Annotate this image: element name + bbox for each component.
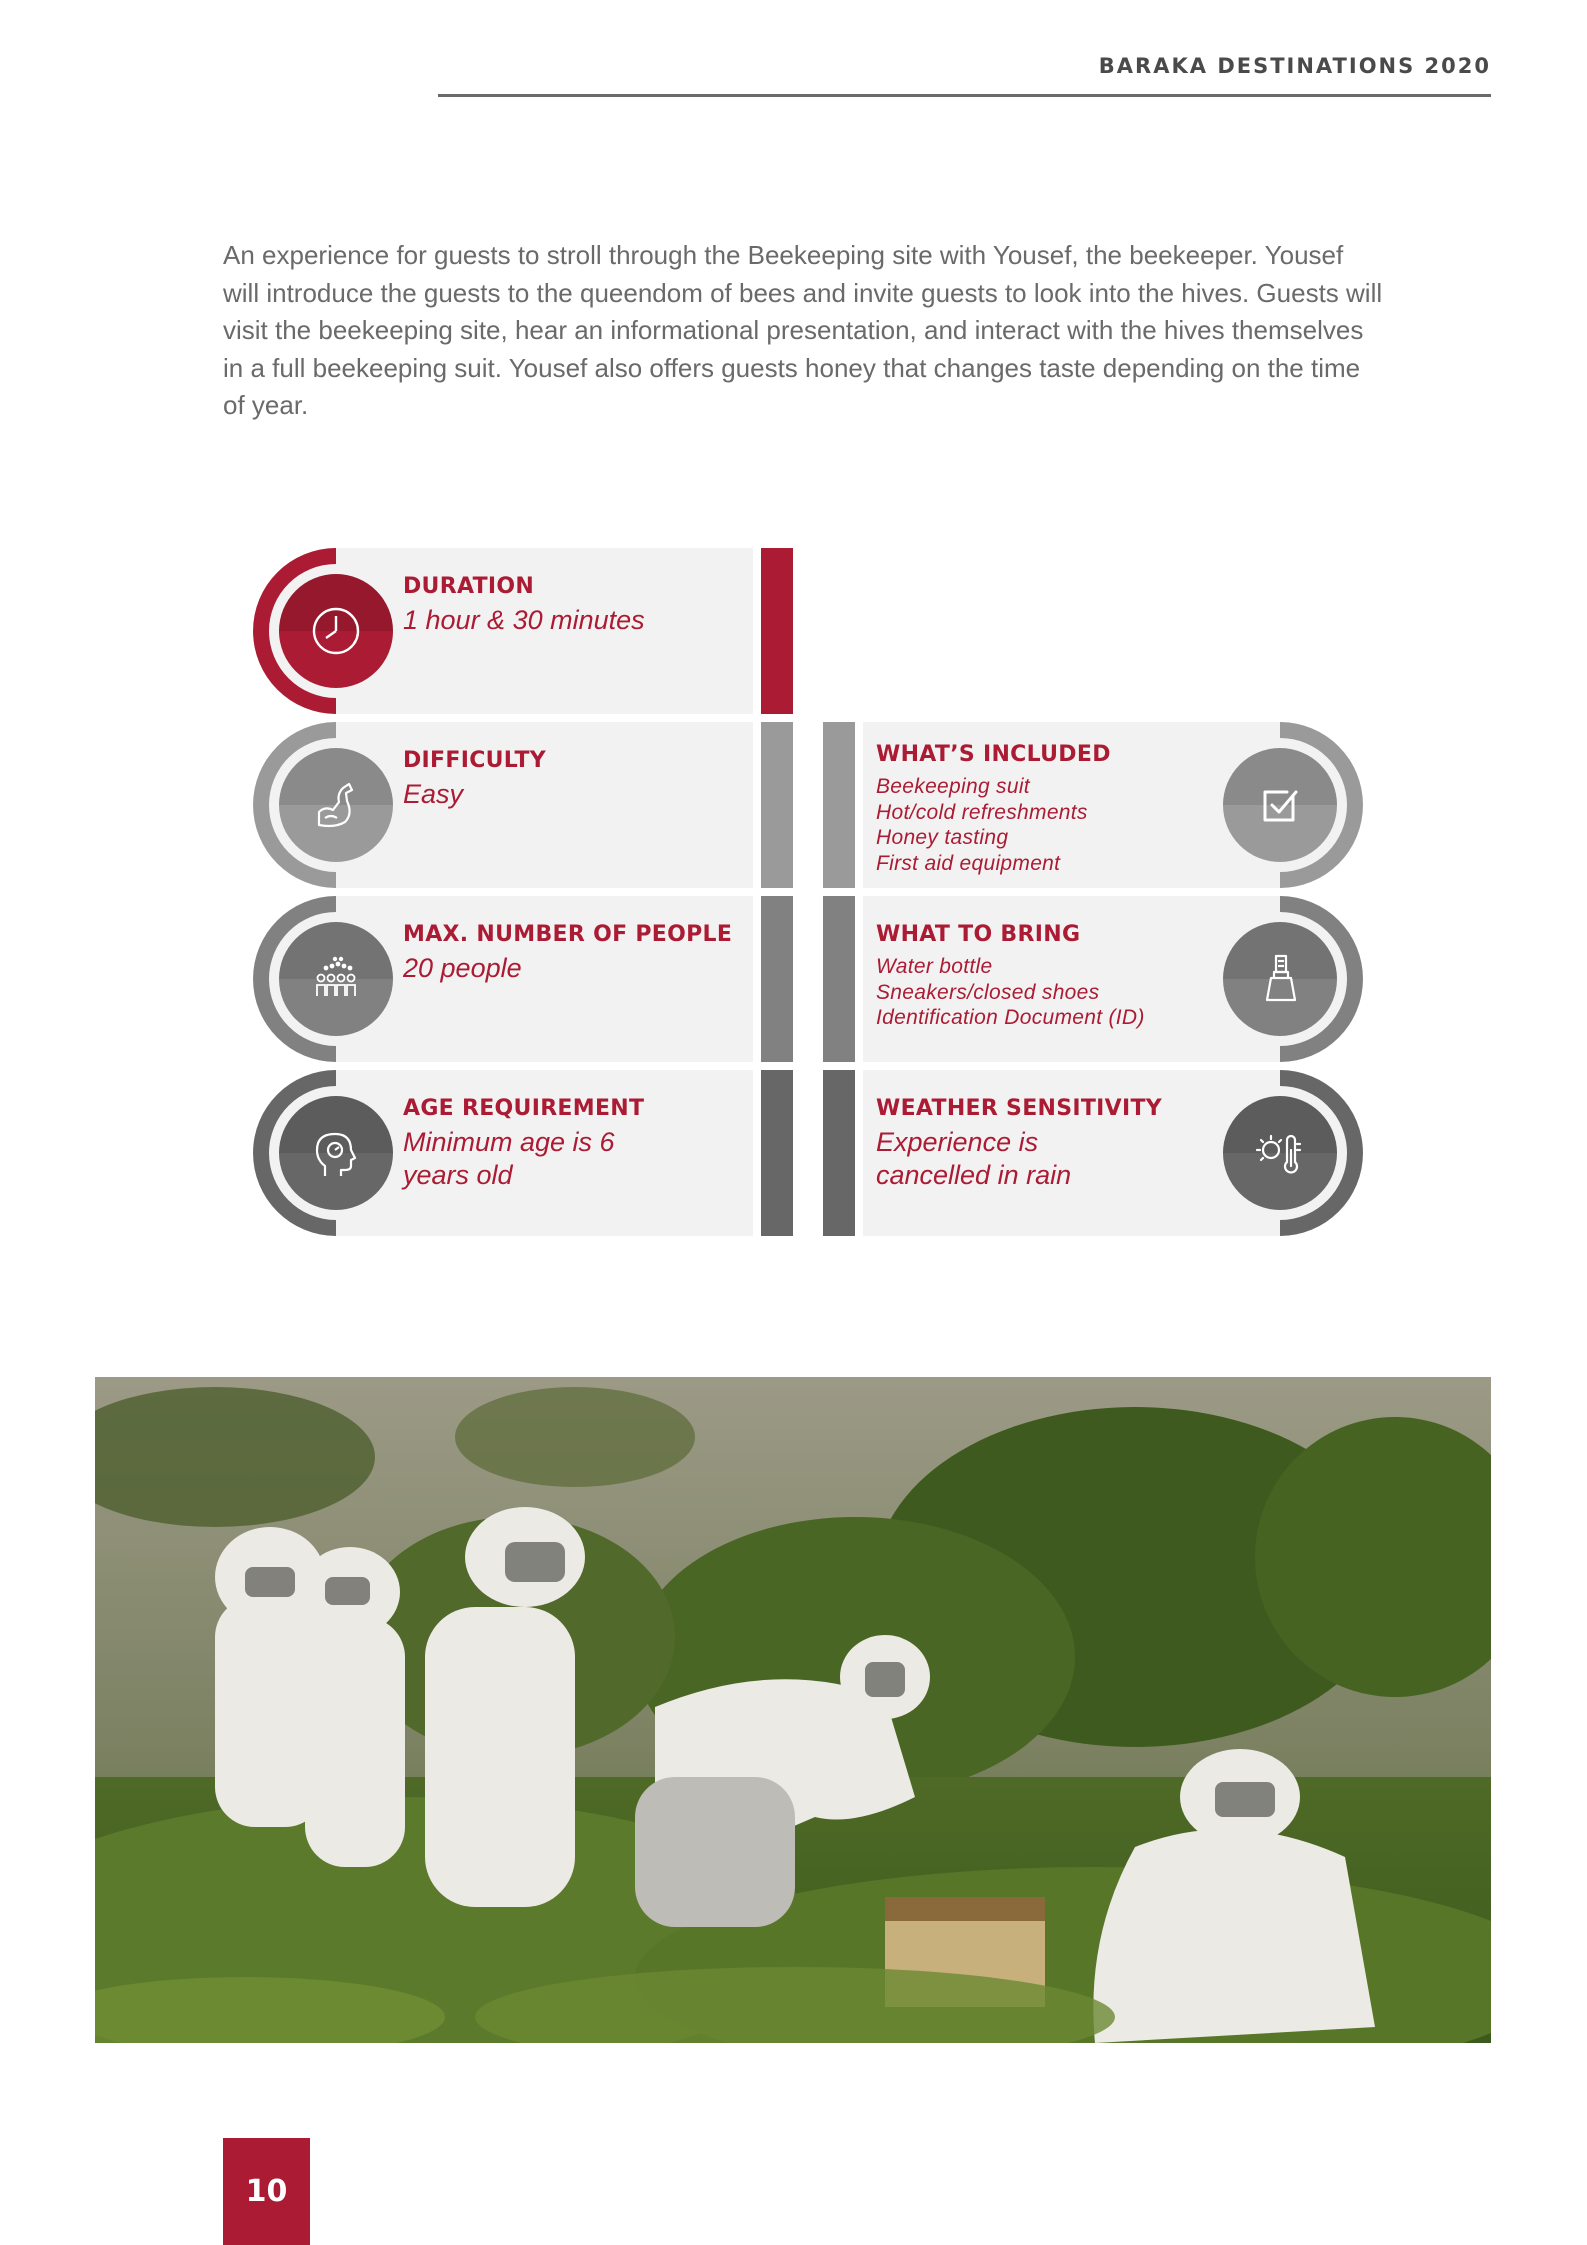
what-to-bring-badge [1197,896,1363,1062]
weather-text [876,1094,1206,1192]
header-divider [438,94,1491,97]
intro-text: An experience for guests to stroll through the Beekeeping site with Yousef, the beekeeper. Yousef will introduce the guests to the queendom of bees and invite guests to look into the hives. Guests will visit the beekeeping site, hear an informational presentation, and interact with the hives themselves in a full beekeeping suit. Yousef also offers guests honey that changes taste depending on the time of year. [223,240,1383,420]
card-bar [823,896,855,1062]
what-to-bring-label: WHAT TO BRING [876,922,1081,947]
age-value: Minimum age is 6 years old [403,1127,615,1190]
list-item: First aid equipment [876,851,1061,875]
max-people-badge [253,896,419,1062]
what-to-bring-text [876,920,1206,1031]
list-item: Sneakers/closed shoes [876,980,1100,1004]
max-people-value: 20 people [403,953,522,983]
difficulty-card [253,722,793,888]
max-people-card [253,896,793,1062]
age-badge [253,1070,419,1236]
weather-value: Experience is cancelled in rain [876,1127,1072,1190]
card-bar [761,1070,793,1236]
bring-list [876,954,1206,1031]
duration-text [403,572,763,637]
page-number: 10 [223,2138,310,2245]
weather-badge [1197,1070,1363,1236]
what-to-bring-card [823,896,1363,1062]
max-people-label: MAX. NUMBER OF PEOPLE [403,922,733,947]
weather-label: WEATHER SENSITIVITY [876,1096,1163,1121]
duration-card [253,548,793,714]
list-item: Honey tasting [876,826,1009,849]
card-bar [823,1070,855,1236]
list-item: Beekeeping suit [876,775,1030,798]
difficulty-badge [253,722,419,888]
whats-included-text [876,740,1206,876]
intro-paragraph [223,237,1383,425]
duration-badge [253,548,419,714]
duration-label: DURATION [403,574,535,599]
weather-card [823,1070,1363,1236]
difficulty-value: Easy [403,779,464,809]
difficulty-label: DIFFICULTY [403,748,547,773]
card-bar [761,896,793,1062]
whats-included-badge [1197,722,1363,888]
whats-included-card [823,722,1363,888]
list-item: Water bottle [876,955,993,978]
included-list [876,774,1206,876]
list-item: Hot/cold refreshments [876,800,1088,824]
duration-value: 1 hour & 30 minutes [403,605,645,635]
age-text [403,1094,763,1192]
difficulty-text [403,746,763,811]
age-card [253,1070,793,1236]
header-title: BARAKA DESTINATIONS 2020 [1098,54,1491,78]
max-people-text [403,920,763,985]
beekeepers-photo [95,1377,1491,2043]
card-bar [823,722,855,888]
list-item: Identification Document (ID) [876,1006,1145,1029]
card-bar [761,722,793,888]
age-label: AGE REQUIREMENT [403,1096,645,1121]
card-bar [761,548,793,714]
whats-included-label: WHAT’S INCLUDED [876,742,1111,767]
